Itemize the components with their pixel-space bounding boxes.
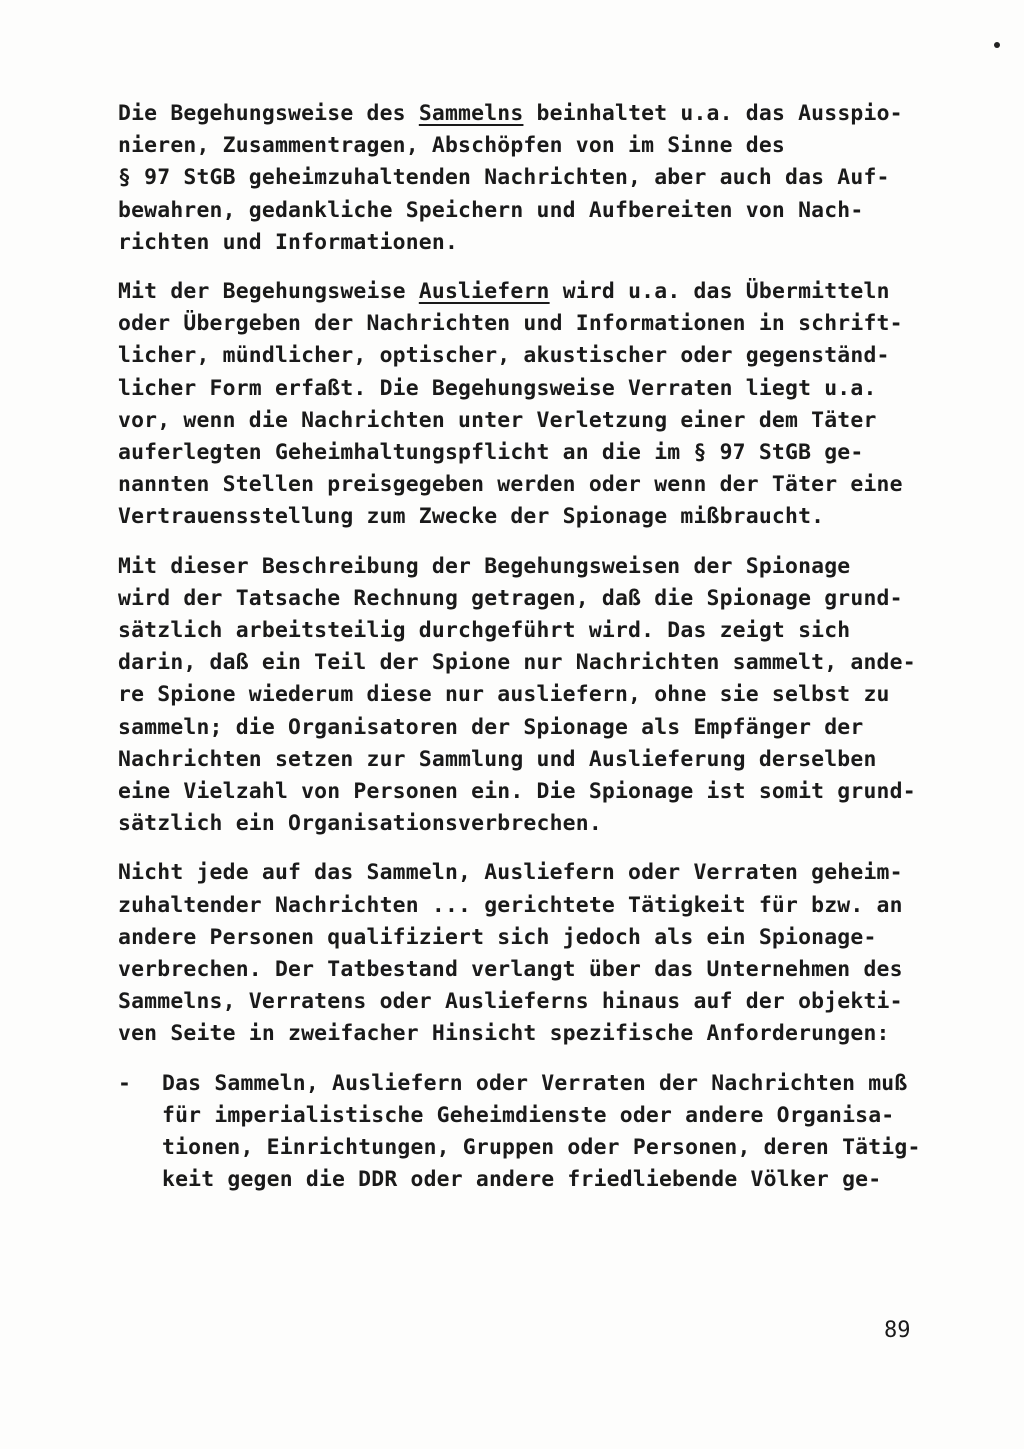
bullet-marker: - (118, 1070, 132, 1096)
text-line (118, 679, 918, 711)
page-number: 89 (884, 1318, 911, 1343)
text-segment: Nachrichten setzen zur Sammlung und Auslieferung derselben (118, 746, 877, 772)
text-line (118, 954, 918, 986)
text-line (118, 195, 918, 227)
text-segment: andere Personen qualifiziert sich jedoch als ein Spionage- (118, 924, 877, 950)
text-segment: Mit der Begehungsweise (118, 279, 419, 305)
text-line (118, 986, 918, 1018)
underlined-term: Sammelns (418, 101, 524, 126)
text-segment: Nicht jede auf das Sammeln, Ausliefern oder Verraten geheim- (118, 860, 903, 886)
text-line (118, 615, 918, 647)
text-line (118, 373, 918, 405)
text-line (118, 808, 918, 840)
ink-speck (994, 42, 1000, 48)
text-line (118, 276, 918, 308)
text-segment: beinhaltet u.a. das Ausspio- (523, 101, 903, 126)
text-line (118, 98, 918, 130)
bullet-line: Das Sammeln, Ausliefern oder Verraten der Nachrichten muß (162, 1070, 908, 1096)
underlined-term: Ausliefern (418, 279, 550, 305)
text-line (118, 340, 918, 372)
text-line (118, 162, 918, 194)
bullet-item (118, 1068, 921, 1197)
paragraph (118, 98, 918, 259)
text-segment: Vertrauensstellung zum Zwecke der Spionage mißbraucht. (118, 504, 825, 530)
text-segment: wird u.a. das Übermitteln (549, 279, 890, 305)
text-segment: licher, mündlicher, optischer, akustischer oder gegenständ- (118, 343, 890, 369)
text-segment: sätzlich ein Organisationsverbrechen. (118, 811, 602, 837)
text-line (118, 583, 918, 615)
text-segment: Sammelns, Verratens oder Auslieferns hinaus auf der objekti- (118, 989, 903, 1015)
text-segment: sätzlich arbeitsteilig durchgeführt wird. Das zeigt sich (118, 618, 851, 644)
text-line (118, 405, 918, 437)
paragraph (118, 857, 918, 1050)
paragraph (118, 551, 918, 841)
text-segment: ven Seite in zweifacher Hinsicht spezifische Anforderungen: (118, 1021, 890, 1047)
paragraph-list (118, 98, 918, 1051)
text-line (118, 922, 918, 954)
text-segment: nannten Stellen preisgegeben werden oder wenn der Täter eine (118, 472, 903, 498)
text-segment: wird der Tatsache Rechnung getragen, daß die Spionage grund- (118, 585, 903, 611)
text-line (118, 551, 918, 583)
text-line (118, 469, 918, 501)
text-segment: § 97 StGB geheimzuhaltenden Nachrichten, aber auch das Auf- (118, 165, 890, 191)
text-line (118, 776, 918, 808)
text-segment: licher Form erfaßt. Die Begehungsweise Verraten liegt u.a. (118, 375, 877, 401)
paragraph (118, 276, 918, 534)
text-segment: oder Übergeben der Nachrichten und Informationen in schrift- (118, 311, 903, 337)
body-text (118, 98, 921, 1197)
text-segment: darin, daß ein Teil der Spione nur Nachrichten sammelt, ande- (118, 650, 916, 676)
text-line (118, 857, 918, 889)
text-segment: re Spione wiederum diese nur ausliefern, ohne sie selbst zu (118, 682, 890, 708)
text-line (118, 227, 918, 259)
text-segment: bewahren, gedankliche Speichern und Aufbereiten von Nach- (118, 197, 864, 223)
bullet-line: keit gegen die DDR oder andere friedliebende Völker ge- (162, 1167, 882, 1193)
text-segment: verbrechen. Der Tatbestand verlangt über das Unternehmen des (118, 957, 903, 983)
text-segment: richten und Informationen. (118, 229, 459, 255)
text-segment: nieren, Zusammentragen, Abschöpfen von im Sinne des (118, 133, 785, 159)
text-segment: sammeln; die Organisatoren der Spionage als Empfänger der (118, 714, 864, 740)
text-line (118, 712, 918, 744)
text-segment: vor, wenn die Nachrichten unter Verletzung einer dem Täter (118, 407, 877, 433)
text-segment: Die Begehungsweise des (118, 101, 419, 126)
text-segment: zuhaltender Nachrichten ... gerichtete Tätigkeit für bzw. an (118, 892, 903, 918)
text-line (118, 130, 918, 162)
bullet-line: tionen, Einrichtungen, Gruppen oder Personen, deren Tätig- (162, 1135, 921, 1161)
text-segment: eine Vielzahl von Personen ein. Die Spionage ist somit grund- (118, 779, 916, 805)
text-line (118, 1018, 918, 1050)
text-line (118, 501, 918, 533)
text-line (118, 890, 918, 922)
text-segment: Mit dieser Beschreibung der Begehungsweisen der Spionage (118, 553, 851, 579)
text-line (118, 744, 918, 776)
bullet-line: für imperialistische Geheimdienste oder andere Organisa- (162, 1102, 895, 1128)
text-segment: auferlegten Geheimhaltungspflicht an die im § 97 StGB ge- (118, 440, 864, 466)
text-line (118, 647, 918, 679)
text-line (118, 437, 918, 469)
text-line (118, 308, 918, 340)
bullet-text (162, 1068, 921, 1197)
